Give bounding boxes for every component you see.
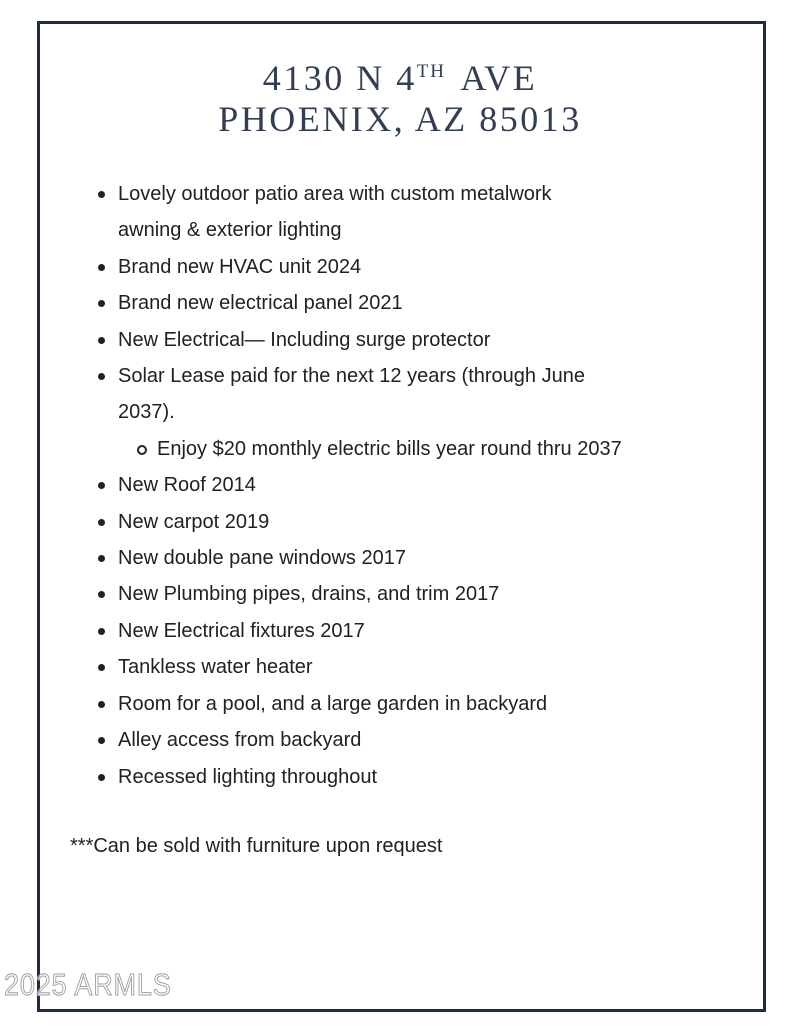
bullet-icon: [97, 722, 118, 758]
feature-list: [97, 176, 622, 795]
bullet-icon: [97, 759, 118, 795]
list-item-text: New Electrical— Including surge protector: [118, 328, 491, 351]
list-item: [97, 540, 622, 576]
list-item-text: New Plumbing pipes, drains, and trim 2017: [118, 583, 500, 606]
armls-watermark: 2025 ARMLS: [4, 967, 172, 1002]
bullet-icon: [97, 249, 118, 285]
furniture-footnote: ***Can be sold with furniture upon request: [70, 835, 443, 857]
list-item: [97, 249, 622, 285]
list-item-text: Lovely outdoor patio area with custom metalwork: [118, 183, 552, 205]
bullet-icon: [97, 576, 118, 612]
list-item-text: Tankless water heater: [118, 656, 313, 679]
list-item: [97, 722, 622, 758]
list-item: [97, 613, 622, 649]
list-item: [97, 686, 622, 722]
list-item: [97, 176, 622, 249]
list-item: [97, 504, 622, 540]
address-line-1: [40, 58, 760, 99]
list-item-text: New carpot 2019: [118, 510, 270, 533]
list-item: [97, 649, 622, 685]
list-item: [97, 759, 622, 795]
bullet-icon: [97, 285, 118, 321]
address-ordinal-superscript: TH: [416, 61, 447, 82]
property-address-header: [40, 58, 760, 140]
bullet-icon: [97, 322, 118, 358]
list-item-text: Room for a pool, and a large garden in backyard: [118, 692, 548, 715]
bullet-icon: [97, 613, 118, 649]
list-item-text: Recessed lighting throughout: [118, 765, 378, 788]
address-street-number: 4130 N 4: [262, 58, 417, 98]
list-item: [97, 285, 622, 321]
bullet-icon: [97, 540, 118, 576]
list-item-text: Brand new HVAC unit 2024: [118, 255, 362, 278]
address-street-type: AVE: [460, 58, 538, 98]
list-item: [97, 358, 622, 431]
list-item-text: Alley access from backyard: [118, 729, 362, 752]
list-item-text: Enjoy $20 monthly electric bills year round thru 2037: [157, 437, 622, 460]
list-item-text: New double pane windows 2017: [118, 547, 406, 570]
list-item: [97, 322, 622, 358]
bullet-icon: [97, 467, 118, 503]
list-item-text: New Roof 2014: [118, 474, 256, 497]
circle-bullet-icon: [136, 431, 157, 467]
bullet-icon: [97, 686, 118, 722]
address-line-2: PHOENIX, AZ 85013: [218, 99, 582, 139]
list-item-text: 2037).: [118, 401, 175, 424]
list-item-text: Brand new electrical panel 2021: [118, 292, 403, 315]
list-item: [97, 467, 622, 503]
list-item-text: awning & exterior lighting: [118, 219, 342, 242]
bullet-icon: [97, 176, 118, 212]
list-item: [97, 576, 622, 612]
bullet-icon: [97, 358, 118, 394]
bullet-icon: [97, 649, 118, 685]
list-item-text: New Electrical fixtures 2017: [118, 619, 365, 642]
list-item-text: Solar Lease paid for the next 12 years (through June: [118, 365, 585, 388]
list-sub-item: [136, 431, 622, 467]
bullet-icon: [97, 504, 118, 540]
